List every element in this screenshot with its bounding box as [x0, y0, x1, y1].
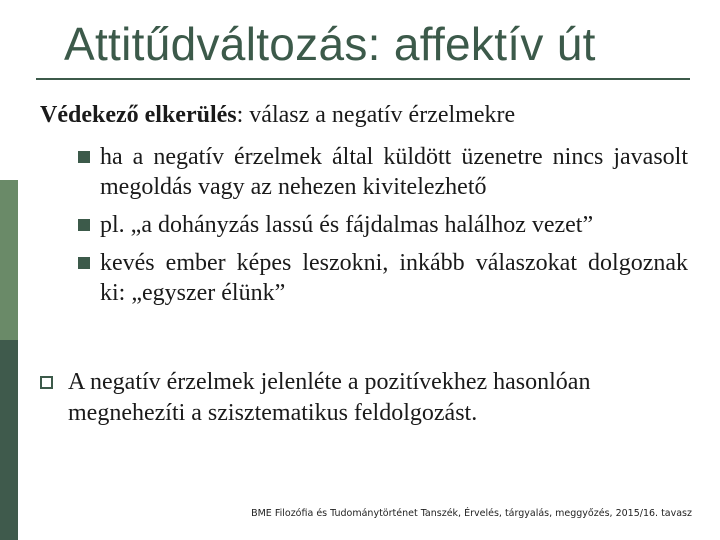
section-heading [40, 100, 700, 130]
heading-definition: : válasz a negatív érzelmekre [236, 102, 516, 128]
bullet-text: pl. „a dohányzás lassú és fájdalmas halálhoz vezet” [100, 212, 594, 238]
sidebar-top [0, 0, 18, 180]
bullet-text: ha a negatív érzelmek által küldött üzenetre nincs javasolt megoldás vagy az nehezen kivitelezhető [100, 144, 688, 200]
filled-square-bullet-icon [78, 151, 90, 163]
sidebar-accent-green [0, 180, 18, 340]
list-item [78, 248, 688, 308]
filled-square-bullet-icon [78, 257, 90, 269]
main-point [40, 367, 690, 429]
slide-footer: BME Filozófia és Tudománytörténet Tanszék, Érvelés, tárgyalás, meggyőzés, 2015/16. tavasz [251, 508, 692, 519]
main-point-text: A negatív érzelmek jelenléte a pozitívekhez hasonlóan megnehezíti a szisztematikus feldolgozást. [68, 369, 591, 426]
bullet-list [78, 142, 688, 316]
list-item [78, 210, 688, 240]
sidebar-accent-dark [0, 340, 18, 540]
heading-term: Védekező elkerülés [40, 102, 237, 128]
list-item [78, 142, 688, 202]
hollow-square-bullet-icon [40, 376, 53, 389]
slide-title: Attitűdváltozás: affektív út [64, 18, 596, 70]
bullet-text: kevés ember képes leszokni, inkább válaszokat dolgoznak ki: „egyszer élünk” [100, 250, 688, 306]
filled-square-bullet-icon [78, 219, 90, 231]
title-underline [36, 78, 690, 80]
